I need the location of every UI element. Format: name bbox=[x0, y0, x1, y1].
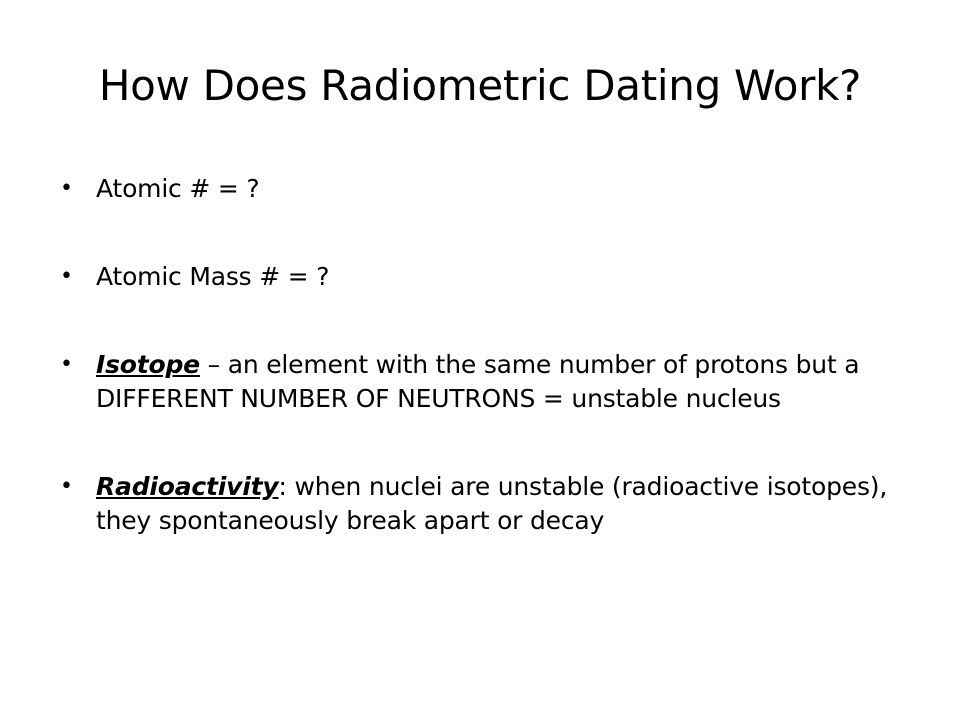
bullet-text: : when nuclei are unstable (radioactive isotopes), they spontaneously break apart or decay bbox=[96, 472, 888, 535]
bullet-atomic-number bbox=[60, 172, 920, 206]
bullet-isotope bbox=[60, 348, 920, 416]
bullet-atomic-mass-number bbox=[60, 260, 920, 294]
bullet-text: Atomic # = ? bbox=[96, 174, 260, 203]
term-radioactivity: Radioactivity bbox=[96, 472, 279, 501]
term-isotope: Isotope bbox=[96, 350, 200, 379]
bullet-text: – an element with the same number of protons but a DIFFERENT NUMBER OF NEUTRONS = unstable nucleus bbox=[96, 350, 860, 413]
bullet-marker: • bbox=[60, 264, 73, 289]
bullet-marker: • bbox=[60, 474, 73, 499]
bullet-text: Atomic Mass # = ? bbox=[96, 262, 330, 291]
bullet-marker: • bbox=[60, 352, 73, 377]
bullet-list bbox=[60, 172, 920, 538]
bullet-radioactivity bbox=[60, 470, 920, 538]
bullet-marker: • bbox=[60, 176, 73, 201]
slide-title: How Does Radiometric Dating Work? bbox=[98, 61, 862, 110]
